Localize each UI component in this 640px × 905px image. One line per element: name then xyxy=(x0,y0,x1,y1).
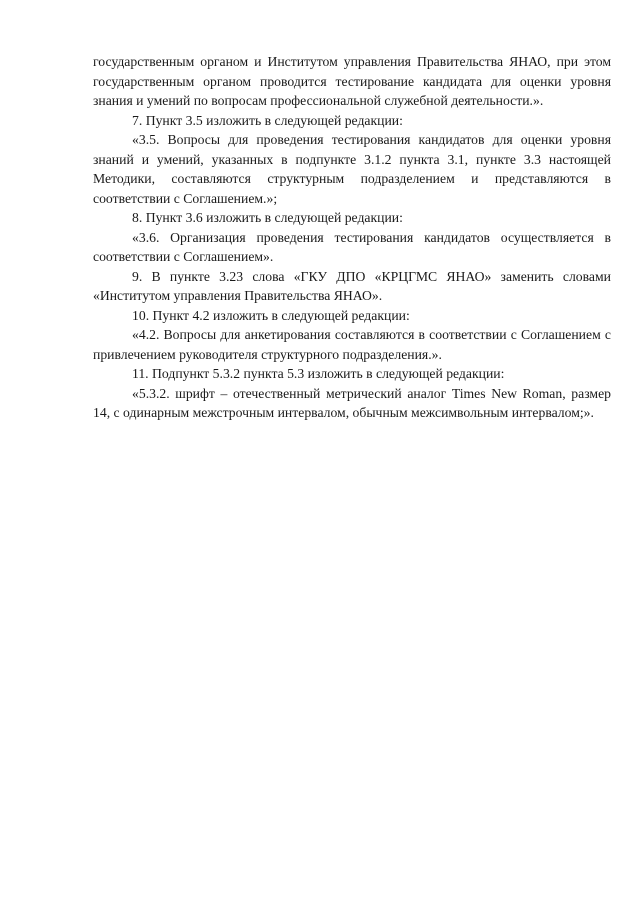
paragraph-item-10: 10. Пункт 4.2 изложить в следующей редакции: xyxy=(132,307,410,323)
paragraph-clause-4-2: «4.2. Вопросы для анкетирования составляются в соответствии с Соглашением с привлечением руководителя структурного подразделения.». xyxy=(93,327,611,362)
paragraph-clause-3-5: «3.5. Вопросы для проведения тестирования кандидатов для оценки уровня знаний и умений, указанных в подпункте 3.1.2 пункта 3.1, пункте 3.3 настоящей Методики, составляются структурным подразделением и представляются в соответствии с Соглашением.»; xyxy=(93,132,611,206)
paragraph-continuation: государственным органом и Институтом управления Правительства ЯНАО, при этом государственным органом проводится тестирование кандидата для оценки уровня знания и умений по вопросам профессиональной служебной деятельности.». xyxy=(93,54,611,108)
paragraph-item-9: 9. В пункте 3.23 слова «ГКУ ДПО «КРЦГМС ЯНАО» заменить словами «Институтом управления Правительства ЯНАО». xyxy=(93,268,611,303)
paragraph-item-8: 8. Пункт 3.6 изложить в следующей редакции: xyxy=(132,210,403,225)
paragraph-item-7: 7. Пункт 3.5 изложить в следующей редакции: xyxy=(132,112,403,128)
paragraph-clause-3-6: «3.6. Организация проведения тестирования кандидатов осуществляется в соответствии с Соглашением». xyxy=(93,229,611,264)
paragraph-clause-5-3-2: «5.3.2. шрифт – отечественный метрический аналог Times New Roman, размер 14, с одинарным межстрочным интервалом, обычным межсимвольным интервалом;». xyxy=(93,385,611,420)
paragraph-item-11: 11. Подпункт 5.3.2 пункта 5.3 изложить в следующей редакции: xyxy=(132,366,505,381)
document-body xyxy=(93,52,611,423)
